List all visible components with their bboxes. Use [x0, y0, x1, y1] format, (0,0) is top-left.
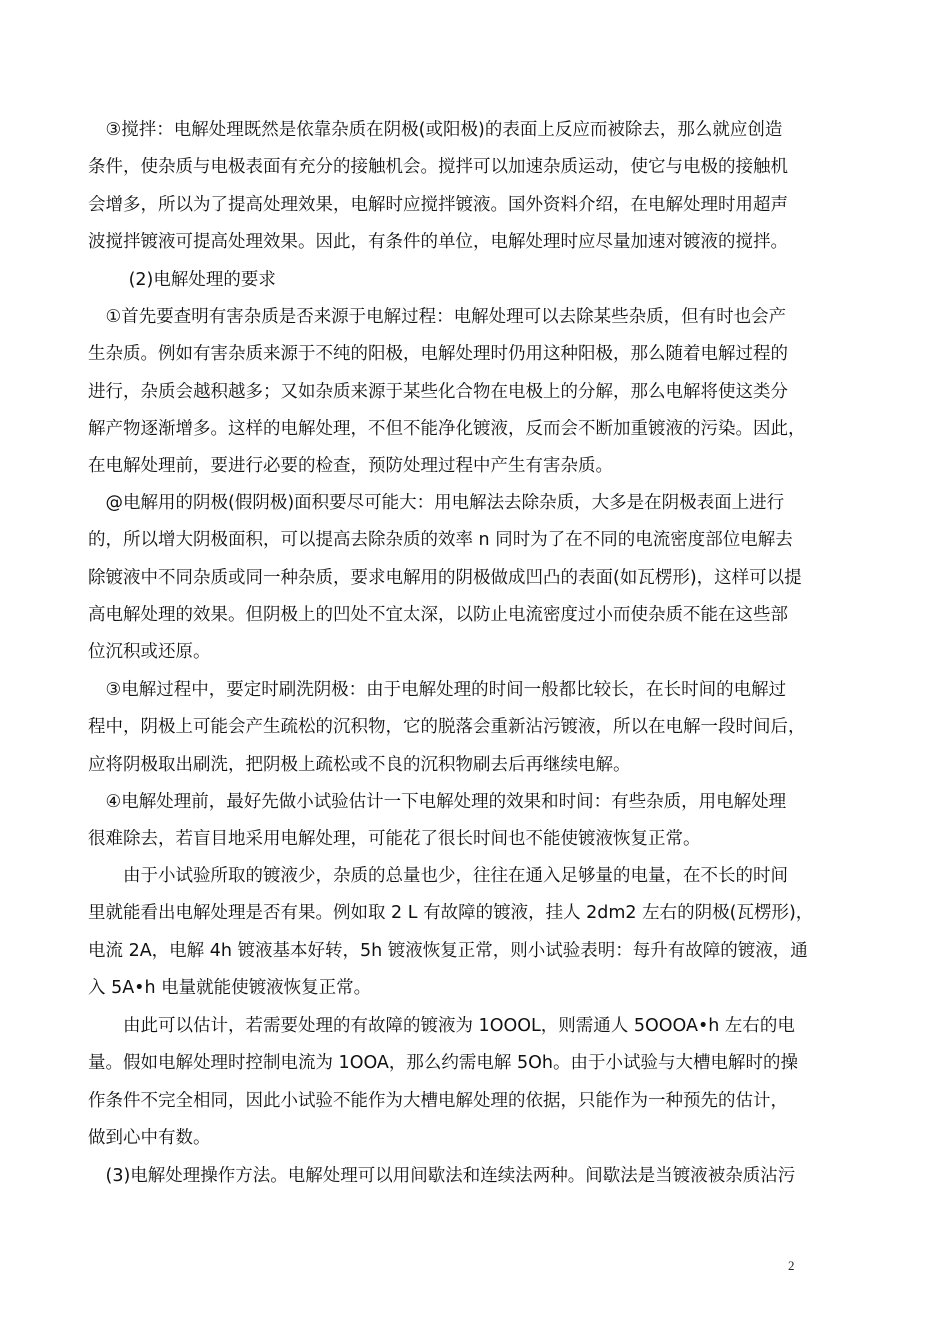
text-line: 量。假如电解处理时控制电流为 1OOA，那么约需电解 5Oh。由于小试验与大槽电解时的操: [88, 1053, 798, 1074]
paragraph-cathode-area: [88, 485, 866, 671]
text-line: 里就能看出电解处理是否有果。例如取 2 L 有故障的镀液，挂人 2dm2 左右的阴极(瓦楞形)，: [88, 903, 814, 924]
text-line: 应将阴极取出刷洗，把阴极上疏松或不良的沉积物刷去后再继续电解。: [88, 754, 631, 775]
paragraph-small-test: [88, 784, 866, 859]
text-line: 高电解处理的效果。但阴极上的凹处不宜太深，以防止电流密度过小而使杂质不能在这些部: [88, 604, 788, 625]
text-line: 程中，阴极上可能会产生疏松的沉积物，它的脱落会重新沾污镀液，所以在电解一段时间后，: [88, 717, 806, 738]
text-line: (2)电解处理的要求: [88, 270, 276, 290]
section-heading-requirements: [88, 262, 866, 299]
text-line: ④电解处理前，最好先做小试验估计一下电解处理的效果和时间：有些杂质，用电解处理: [88, 792, 787, 812]
text-line: 作条件不完全相同，因此小试验不能作为大槽电解处理的依据，只能作为一种预先的估计，: [88, 1090, 788, 1111]
text-line: 波搅拌镀液可提高处理效果。因此，有条件的单位，电解处理时应尽量加速对镀液的搅拌。: [88, 231, 788, 252]
text-line: ③搅拌：电解处理既然是依靠杂质在阴极(或阳极)的表面上反应而被除去，那么就应创造: [88, 120, 783, 140]
text-line: 由于小试验所取的镀液少，杂质的总量也少，往往在通入足够量的电量，在不长的时间: [88, 866, 788, 886]
paragraph-check-source: [88, 299, 866, 485]
text-line: ③电解过程中，要定时刷洗阴极：由于电解处理的时间一般都比较长，在长时间的电解过: [88, 680, 787, 700]
page-number: 2: [788, 1258, 795, 1273]
paragraph-small-test-example: [88, 858, 866, 1007]
text-line: 会增多，所以为了提高处理效果，电解时应搅拌镀液。国外资料介绍，在电解处理时用超声: [88, 194, 788, 215]
paragraph-operation-method: [88, 1158, 866, 1195]
text-line: 解产物逐渐增多。这样的电解处理，不但不能净化镀液，反而会不断加重镀液的污染。因此，: [88, 418, 806, 439]
text-line: 条件，使杂质与电极表面有充分的接触机会。搅拌可以加速杂质运动，使它与电极的接触机: [88, 157, 788, 178]
text-line: 电流 2A，电解 4h 镀液基本好转，5h 镀液恢复正常，则小试验表明：每升有故障的镀液，通: [88, 940, 808, 961]
text-line: 生杂质。例如有害杂质来源于不纯的阳极，电解处理时仍用这种阳极，那么随着电解过程的: [88, 344, 788, 365]
text-line: 除镀液中不同杂质或同一种杂质，要求电解用的阴极做成凹凸的表面(如瓦楞形)，这样可以提: [88, 567, 802, 588]
text-line: 位沉积或还原。: [88, 642, 211, 663]
text-line: 很难除去，若盲目地采用电解处理，可能花了很长时间也不能使镀液恢复正常。: [88, 829, 701, 850]
paragraph-brush-cathode: [88, 672, 866, 784]
text-line: 在电解处理前，要进行必要的检查，预防处理过程中产生有害杂质。: [88, 456, 613, 477]
text-line: ①首先要查明有害杂质是否来源于电解过程：电解处理可以去除某些杂质，但有时也会产: [88, 307, 787, 327]
paragraph-stirring: [88, 112, 866, 261]
text-line: 的，所以增大阴极面积，可以提高去除杂质的效率 n 同时为了在不同的电流密度部位电解去: [88, 530, 793, 551]
text-line: 由此可以估计，若需要处理的有故障的镀液为 1OOOL，则需通人 5OOOA•h 左右的电: [88, 1016, 795, 1036]
text-line: 进行，杂质会越积越多；又如杂质来源于某些化合物在电极上的分解，那么电解将使这类分: [88, 381, 788, 402]
text-line: 做到心中有数。: [88, 1127, 211, 1148]
text-line: @电解用的阴极(假阴极)面积要尽可能大：用电解法去除杂质，大多是在阴极表面上进行: [88, 493, 785, 513]
text-line: 入 5A•h 电量就能使镀液恢复正常。: [88, 977, 372, 998]
text-line: (3)电解处理操作方法。电解处理可以用间歇法和连续法两种。间歇法是当镀液被杂质沾污: [88, 1166, 796, 1186]
paragraph-estimate: [88, 1008, 866, 1157]
